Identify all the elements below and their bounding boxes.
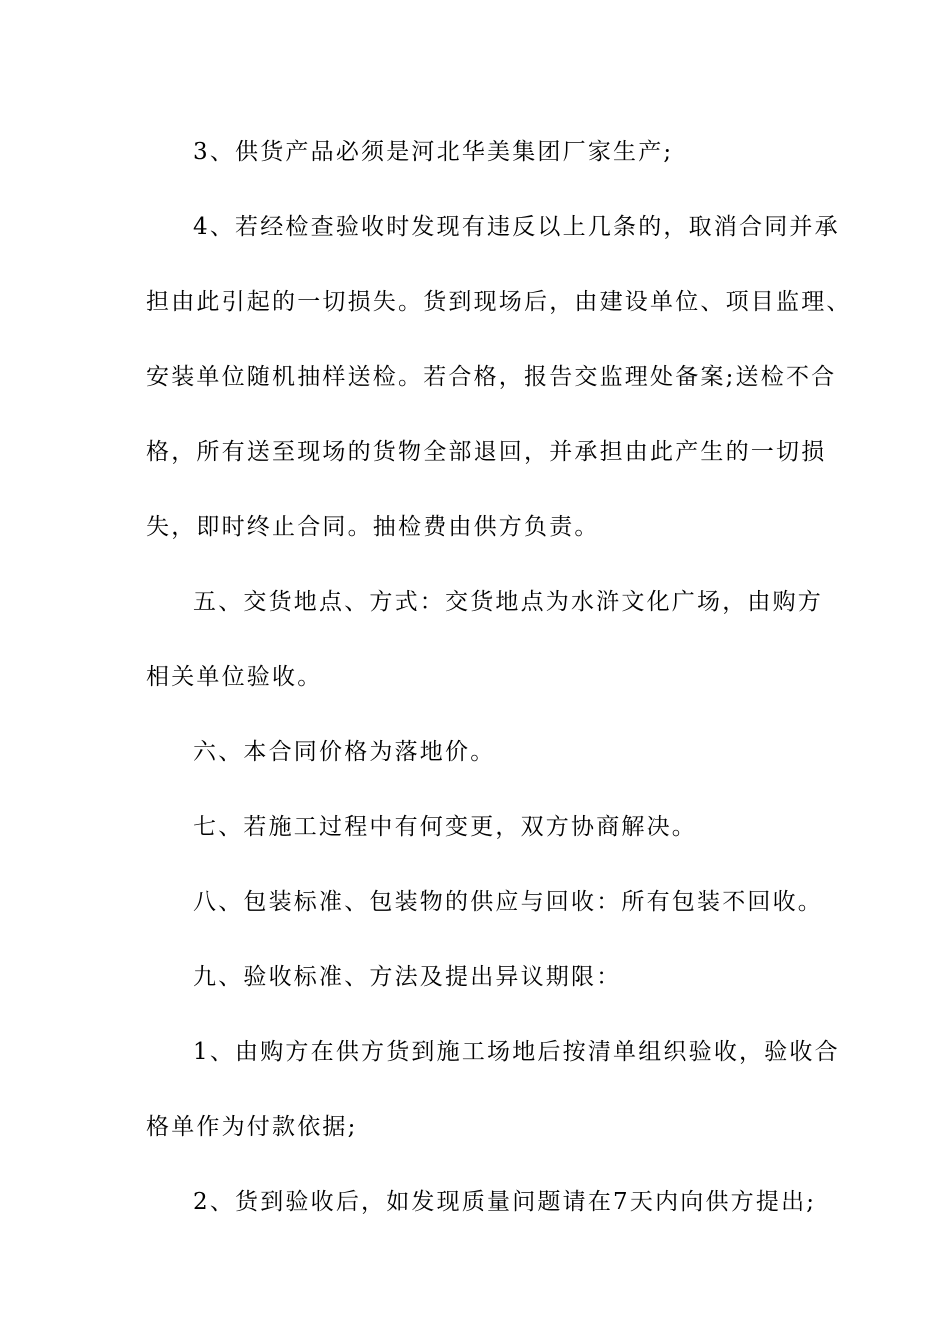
section-5-delivery-line-1: 五、交货地点、方式：交货地点为水浒文化广场，由购方 [193, 589, 823, 615]
section-9-clause-1-line-1: 1、由购方在供方货到施工场地后按清单组织验收，验收合 [193, 1039, 840, 1065]
section-8-packaging: 八、包装标准、包装物的供应与回收：所有包装不回收。 [193, 889, 823, 915]
section-9-acceptance-heading: 九、验收标准、方法及提出异议期限： [193, 964, 622, 990]
clause-4-inspection-line-2: 担由此引起的一切损失。货到现场后，由建设单位、项目监理、 [146, 289, 852, 315]
section-9-clause-2: 2、货到验收后，如发现质量问题请在7天内向供方提出; [193, 1189, 817, 1215]
section-6-price: 六、本合同价格为落地价。 [193, 739, 496, 765]
section-9-clause-1-line-2: 格单作为付款依据; [146, 1114, 358, 1140]
clause-3-supply-product: 3、供货产品必须是河北华美集团厂家生产; [193, 139, 674, 165]
clause-4-inspection-line-1: 4、若经检查验收时发现有违反以上几条的，取消合同并承 [193, 214, 840, 240]
clause-4-inspection-line-3: 安装单位随机抽样送检。若合格，报告交监理处备案;送检不合 [146, 364, 837, 390]
clause-4-inspection-line-5: 失，即时终止合同。抽检费由供方负责。 [146, 514, 600, 540]
section-5-delivery-line-2: 相关单位验收。 [146, 664, 323, 690]
section-7-changes: 七、若施工过程中有何变更，双方协商解决。 [193, 814, 697, 840]
clause-4-inspection-line-4: 格，所有送至现场的货物全部退回，并承担由此产生的一切损 [146, 439, 827, 465]
